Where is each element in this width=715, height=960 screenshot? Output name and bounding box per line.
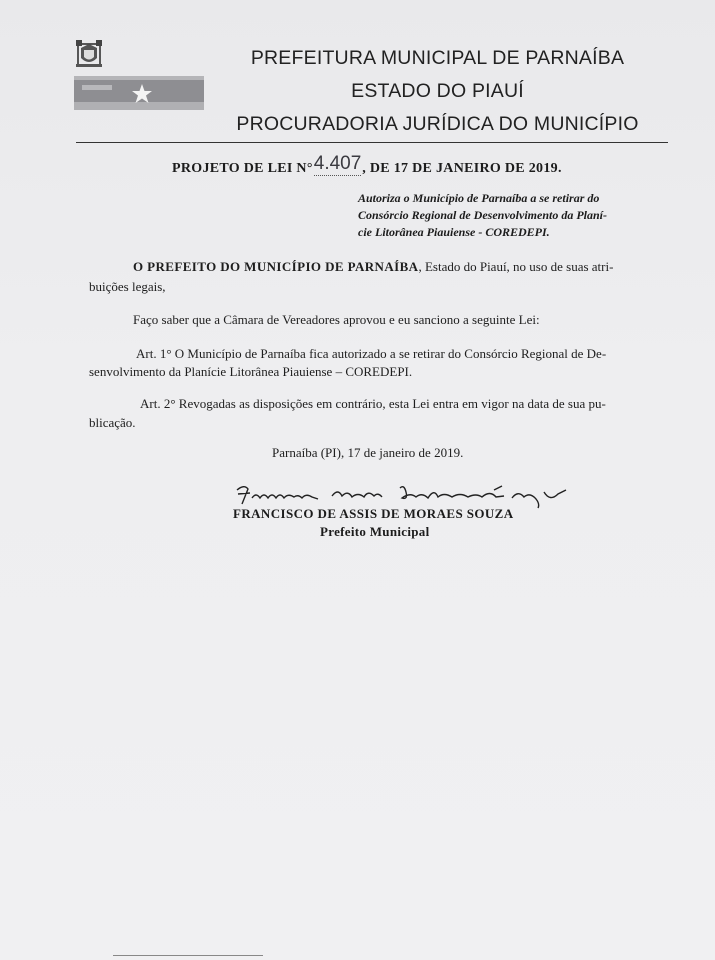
ementa-line: Autoriza o Município de Parnaíba a se retirar do <box>358 191 600 205</box>
law-title-suffix: , DE 17 DE JANEIRO DE 2019. <box>362 161 562 176</box>
article-2-line-2: blicação. <box>89 415 136 430</box>
article-1-line-2: senvolvimento da Planície Litorânea Piauiense – COREDEPI. <box>89 364 413 379</box>
header-divider <box>76 142 668 143</box>
article-1-line-1: Art. 1° O Município de Parnaíba fica autorizado a se retirar do Consórcio Regional de De- <box>136 346 607 361</box>
page-bottom-line <box>113 955 263 956</box>
ementa <box>358 190 658 241</box>
preamble-line-2: buições legais, <box>89 279 166 294</box>
article-2-line-1: Art. 2° Revogadas as disposições em contrário, esta Lei entra em vigor na data de sua pu- <box>140 396 606 411</box>
preamble-line-1 <box>133 257 613 276</box>
law-title-prefix: PROJETO DE LEI N° <box>172 161 313 176</box>
ementa-line: Consórcio Regional de Desenvolvimento da Planí- <box>358 208 607 222</box>
state-flag-icon <box>74 76 204 110</box>
preamble-rest: , Estado do Piauí, no uso de suas atri- <box>418 259 614 274</box>
law-title <box>172 153 562 179</box>
header-line-2: ESTADO DO PIAUÍ <box>351 80 524 102</box>
place-date: Parnaíba (PI), 17 de janeiro de 2019. <box>272 445 464 460</box>
signatory-role: Prefeito Municipal <box>320 524 430 539</box>
ementa-line: cie Litorânea Piauiense - COREDEPI. <box>358 225 550 239</box>
header-line-1: PREFEITURA MUNICIPAL DE PARNAÍBA <box>250 47 625 69</box>
law-number: 4.407 <box>313 153 362 174</box>
header-line-3: PROCURADORIA JURÍDICA DO MUNICÍPIO <box>236 113 639 135</box>
preamble-bold: O PREFEITO DO MUNICÍPIO DE PARNAÍBA <box>133 259 419 274</box>
coat-of-arms-icon <box>76 40 102 70</box>
sanction-paragraph: Faço saber que a Câmara de Vereadores aprovou e eu sanciono a seguinte Lei: <box>133 312 540 327</box>
signatory-name: FRANCISCO DE ASSIS DE MORAES SOUZA <box>233 506 514 521</box>
